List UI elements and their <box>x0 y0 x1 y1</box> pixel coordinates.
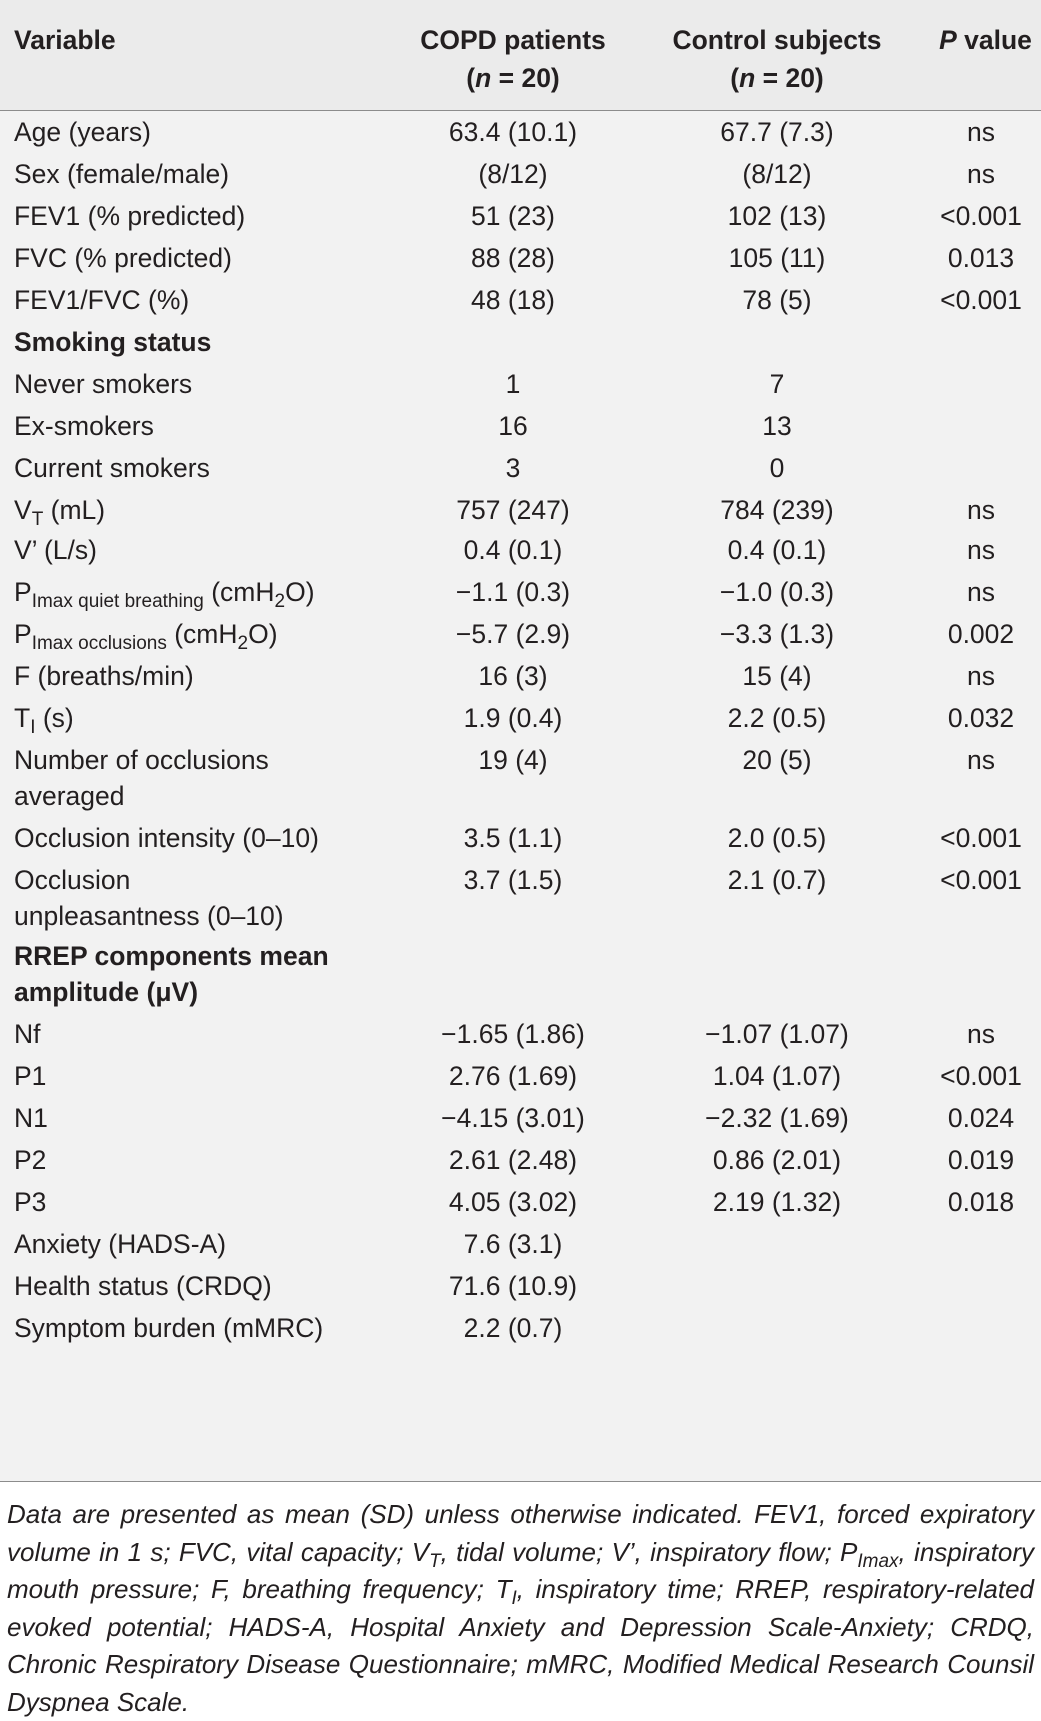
var-subscript: T <box>31 509 44 530</box>
header-p-italic: P <box>939 25 957 55</box>
row-variable: P2 <box>14 1145 47 1175</box>
row-p: 0.013 <box>947 243 1015 273</box>
row-variable: Sex (female/male) <box>14 159 230 189</box>
var-rest: (cmH <box>203 577 275 607</box>
row-control: 67.7 (7.3) <box>720 117 834 147</box>
header-copd-n-rest: = 20) <box>491 63 560 93</box>
row-p: ns <box>967 745 995 775</box>
section-label-line1: RREP components mean <box>14 941 329 971</box>
var-rest: (s) <box>35 703 74 733</box>
row-copd: 19 (4) <box>478 745 548 775</box>
row-copd: 71.6 (10.9) <box>448 1271 578 1301</box>
row-variable: P1 <box>14 1061 47 1091</box>
row-copd: 16 (3) <box>478 661 548 691</box>
row-variable: Age (years) <box>14 117 151 147</box>
header-control-paren: ( <box>730 63 740 93</box>
row-variable-line2: unpleasantness (0–10) <box>14 901 284 931</box>
row-variable: FEV1/FVC (%) <box>14 285 190 315</box>
row-p: ns <box>967 577 995 607</box>
row-variable: Health status (CRDQ) <box>14 1271 272 1301</box>
var-subscript: I <box>30 717 36 738</box>
row-p: ns <box>967 535 995 565</box>
row-control: 2.19 (1.32) <box>712 1187 842 1217</box>
var-main: V <box>14 495 32 525</box>
var-rest: (cmH <box>166 619 238 649</box>
row-variable: F (breaths/min) <box>14 661 194 691</box>
var-rest: (mL) <box>43 495 106 525</box>
table-header <box>0 0 1041 111</box>
header-control-n-rest: = 20) <box>755 63 824 93</box>
row-copd: 2.2 (0.7) <box>463 1313 563 1343</box>
row-copd: 88 (28) <box>471 243 555 273</box>
row-copd: −5.7 (2.9) <box>455 619 571 649</box>
row-copd: −1.1 (0.3) <box>455 577 571 607</box>
row-copd: 1 <box>505 369 521 399</box>
row-variable: Never smokers <box>14 369 193 399</box>
var-main: T <box>14 703 31 733</box>
row-control: −2.32 (1.69) <box>705 1103 849 1133</box>
var-subscript-2: 2 <box>237 633 249 654</box>
row-copd: (8/12) <box>478 159 548 189</box>
row-variable: N1 <box>14 1103 48 1133</box>
header-copd-paren: ( <box>466 63 476 93</box>
row-p: ns <box>967 1019 995 1049</box>
header-p-value <box>930 21 1041 59</box>
footnote-sub-imax: Imax <box>857 1550 899 1572</box>
var-subscript-2: 2 <box>274 591 286 612</box>
table-body <box>0 111 1041 1481</box>
row-control: 1.04 (1.07) <box>712 1061 842 1091</box>
header-copd-n-italic: n <box>475 63 492 93</box>
row-variable <box>14 491 105 529</box>
row-variable-line2: averaged <box>14 781 125 811</box>
row-control: −1.07 (1.07) <box>705 1019 849 1049</box>
row-copd: 2.76 (1.69) <box>448 1061 578 1091</box>
row-p: ns <box>967 159 995 189</box>
row-control: 0.86 (2.01) <box>712 1145 842 1175</box>
var-main: P <box>14 619 32 649</box>
row-variable: V’ (L/s) <box>14 535 97 565</box>
row-variable-line1: Occlusion <box>14 865 131 895</box>
row-p: <0.001 <box>940 1061 1022 1091</box>
row-control: −3.3 (1.3) <box>719 619 835 649</box>
row-variable: Nf <box>14 1019 41 1049</box>
row-variable <box>14 615 278 653</box>
row-control: 2.2 (0.5) <box>727 703 827 733</box>
var-main: P <box>14 577 32 607</box>
row-p: 0.018 <box>947 1187 1015 1217</box>
row-variable: Symptom burden (mMRC) <box>14 1313 324 1343</box>
footnote-part-a: Data are presented as mean (SD) unless otherwise indicated. FEV1, forced expiratory volume in 1 s; FVC, vital capacity; V <box>7 1499 1034 1567</box>
footnote-text <box>7 1496 1034 1721</box>
row-copd: 757 (247) <box>456 495 570 525</box>
row-p: 0.002 <box>947 619 1015 649</box>
row-variable: Ex-smokers <box>14 411 154 441</box>
header-control-n-italic: n <box>739 63 756 93</box>
row-copd: 63.4 (10.1) <box>448 117 578 147</box>
row-p: ns <box>967 117 995 147</box>
row-control: −1.0 (0.3) <box>719 577 835 607</box>
header-p-rest: value <box>956 25 1032 55</box>
row-variable: FVC (% predicted) <box>14 243 232 273</box>
row-copd: 3 <box>505 453 521 483</box>
table-footnote <box>0 1481 1041 1719</box>
row-copd: 51 (23) <box>471 201 555 231</box>
row-control: 0.4 (0.1) <box>727 535 827 565</box>
var-subscript: Imax quiet breathing <box>31 591 204 612</box>
row-variable: Anxiety (HADS-A) <box>14 1229 227 1259</box>
var-subscript: Imax occlusions <box>31 633 167 654</box>
row-control: 0 <box>769 453 785 483</box>
row-variable-line1: Number of occlusions <box>14 745 269 775</box>
row-control: 784 (239) <box>720 495 834 525</box>
row-control: 2.0 (0.5) <box>727 823 827 853</box>
row-control: 7 <box>769 369 785 399</box>
footnote-part-b: , tidal volume; V’, inspiratory flow; P <box>440 1536 858 1567</box>
row-control: 105 (11) <box>728 243 826 273</box>
row-p: 0.024 <box>947 1103 1015 1133</box>
row-variable: Occlusion intensity (0–10) <box>14 823 319 853</box>
row-control: 78 (5) <box>742 285 812 315</box>
section-label: Smoking status <box>14 327 212 357</box>
row-p: <0.001 <box>940 201 1022 231</box>
row-copd: 4.05 (3.02) <box>448 1187 578 1217</box>
row-copd: −1.65 (1.86) <box>441 1019 585 1049</box>
header-copd <box>402 21 624 97</box>
row-copd: 3.7 (1.5) <box>463 865 563 895</box>
row-variable: P3 <box>14 1187 47 1217</box>
row-copd: 0.4 (0.1) <box>463 535 563 565</box>
header-control-title: Control subjects <box>672 25 882 55</box>
header-copd-title: COPD patients <box>420 25 606 55</box>
section-label-line2: amplitude (μV) <box>14 977 199 1007</box>
footnote-part-d: , inspiratory time; RREP, respiratory-related evoked potential; HADS-A, Hospital Anxiety and Depression Scale-Anxiety; CRDQ, Chronic Respiratory Disease Questionnaire; mMRC, Modified Medical Research Counsil Dyspnea Scale. <box>7 1574 1034 1717</box>
row-p: 0.032 <box>947 703 1015 733</box>
row-p: ns <box>967 495 995 525</box>
row-control: 15 (4) <box>742 661 812 691</box>
header-control-n <box>654 59 900 97</box>
row-p: <0.001 <box>940 823 1022 853</box>
row-control: (8/12) <box>742 159 812 189</box>
row-copd: −4.15 (3.01) <box>441 1103 585 1133</box>
row-variable: FEV1 (% predicted) <box>14 201 246 231</box>
row-copd: 48 (18) <box>471 285 555 315</box>
row-p: <0.001 <box>940 285 1022 315</box>
footnote-sub-i: I <box>511 1588 517 1609</box>
row-control: 20 (5) <box>742 745 812 775</box>
row-copd: 1.9 (0.4) <box>463 703 563 733</box>
row-control: 2.1 (0.7) <box>727 865 827 895</box>
row-copd: 3.5 (1.1) <box>463 823 563 853</box>
row-p: ns <box>967 661 995 691</box>
header-copd-n <box>402 59 624 97</box>
row-p: <0.001 <box>940 865 1022 895</box>
row-variable <box>14 699 74 737</box>
var-rest-2: O) <box>285 577 315 607</box>
footnote-sub-t: T <box>429 1550 441 1572</box>
var-rest-2: O) <box>248 619 278 649</box>
row-control: 13 <box>762 411 792 441</box>
footnote-part-c: , inspiratory mouth pressure; F, breathing frequency; T <box>7 1536 1034 1604</box>
row-p: 0.019 <box>947 1145 1015 1175</box>
header-control <box>654 21 900 97</box>
row-copd: 2.61 (2.48) <box>448 1145 578 1175</box>
row-variable: Current smokers <box>14 453 210 483</box>
row-control: 102 (13) <box>727 201 827 231</box>
header-variable: Variable <box>14 25 116 55</box>
row-variable <box>14 573 315 611</box>
row-copd: 16 <box>498 411 528 441</box>
row-copd: 7.6 (3.1) <box>463 1229 563 1259</box>
